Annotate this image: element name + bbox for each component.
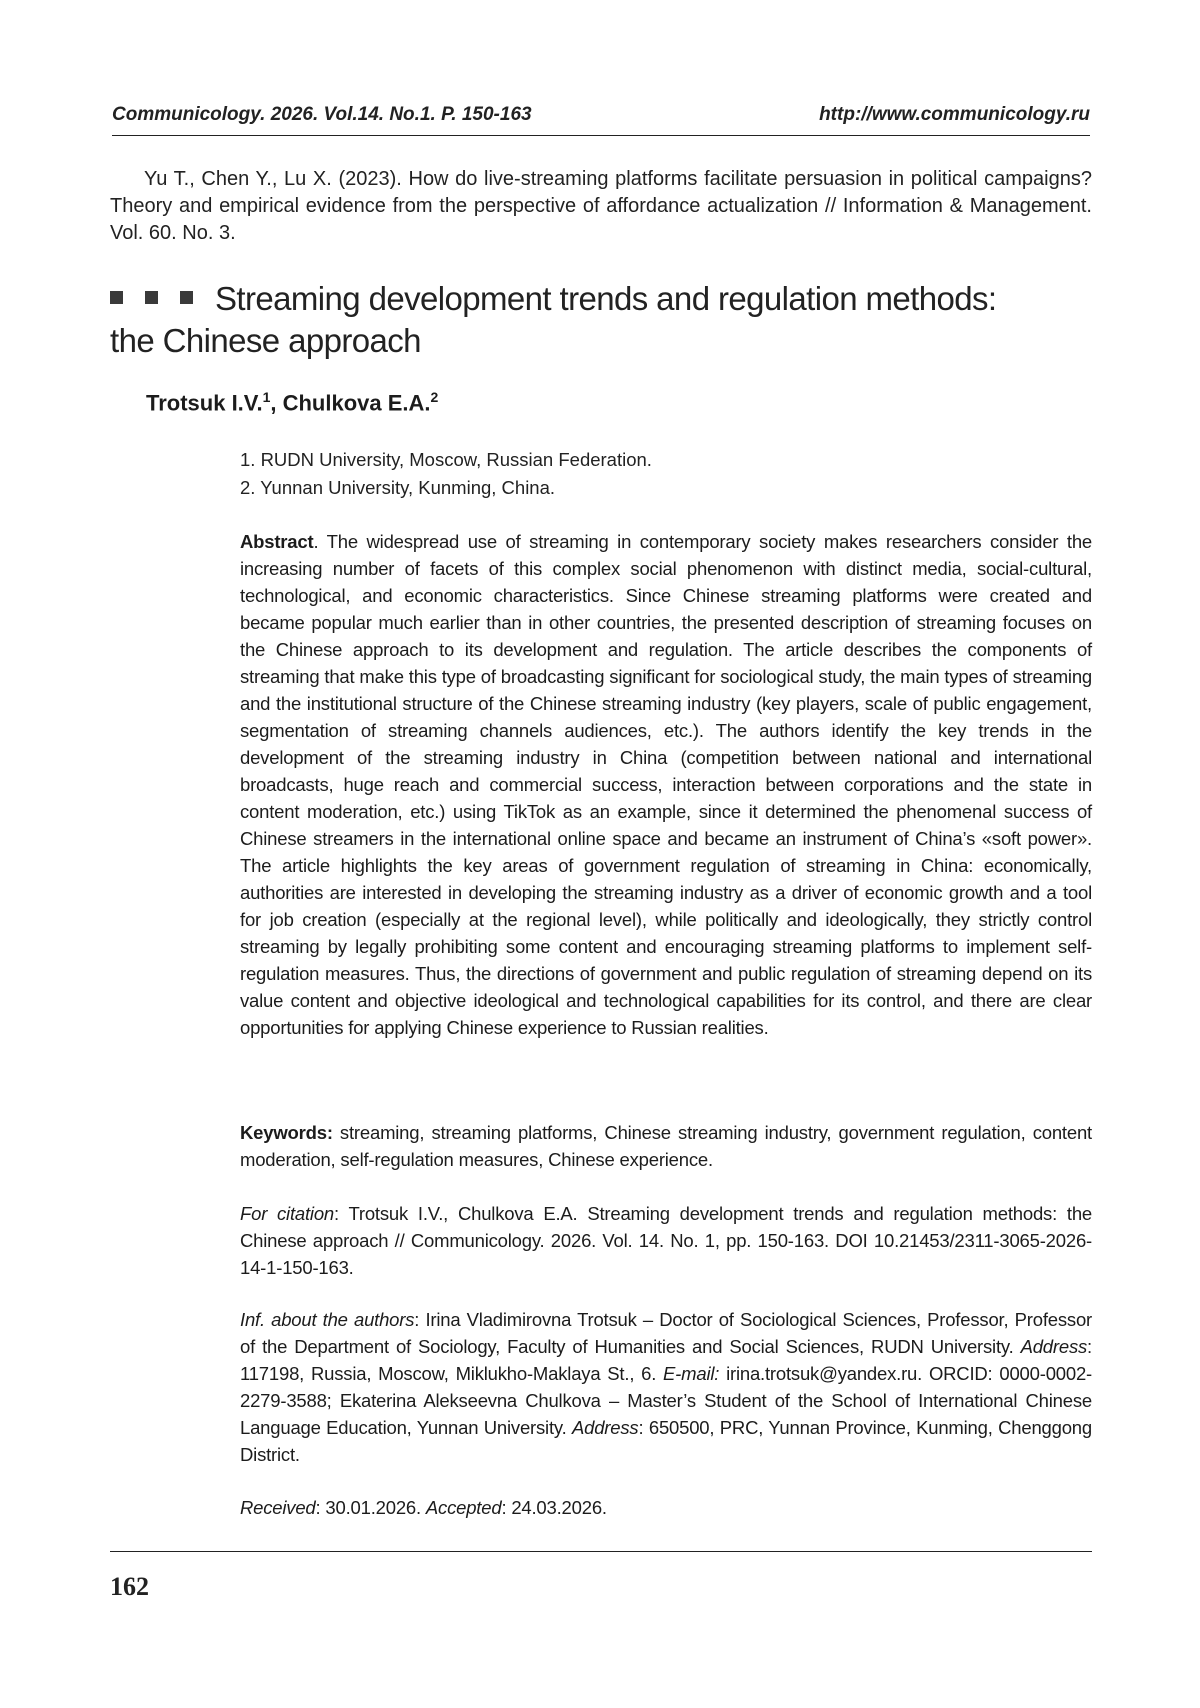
square-bullet-icon — [145, 291, 158, 304]
abstract-text: . The widespread use of streaming in contemporary society makes researchers consider the increasing number of facets of this complex social phenomenon with distinct media, social-cultural, technological, and economic characteristics. Since Chinese streaming platforms were created and became popular much earlier than in other countries, the presented description of streaming focuses on the Chinese approach to its development and regulation. The article describes the components of streaming that make this type of broadcasting significant for sociological study, the main types of streaming and the institutional structure of the Chinese streaming industry (key players, scale of public engagement, segmentation of streaming channels audiences, etc.). The authors identify the key trends in the development of the streaming industry in China (competition between national and international broadcasts, huge reach and commercial success, interaction between corporations and the state in content moderation, etc.) using TikTok as an example, since it determined the phenomenal success of Chinese streamers in the international online space and became an instrument of China’s «soft power». The article highlights the key areas of government regulation of streaming in China: economically, authorities are interested in developing the streaming industry as a driver of economic growth and a tool for job creation (especially at the regional level), while politically and ideologically, they strictly control streaming by legally prohibiting some content and encouraging streaming platforms to implement self-regulation measures. Thus, the directions of government and public regulation of streaming depend on its value content and objective ideological and technological capabilities for its control, and there are clear opportunities for applying Chinese experience to Russian realities. — [240, 531, 1092, 1038]
journal-url-header: http://www.communicology.ru — [819, 104, 1090, 125]
citation — [240, 1200, 1092, 1281]
authors — [146, 389, 438, 416]
running-header — [112, 104, 1090, 126]
address-2-label: Address — [571, 1417, 639, 1438]
footer-rule — [110, 1551, 1092, 1552]
affiliation-2: 2. Yunnan University, Kunming, China. — [240, 477, 556, 498]
dates — [240, 1494, 1092, 1521]
author-info-label: Inf. about the authors — [240, 1309, 415, 1330]
abstract-label: Abstract — [240, 531, 314, 552]
page-number: 162 — [110, 1572, 149, 1601]
affiliations — [240, 446, 1080, 502]
keywords-text: streaming, streaming platforms, Chinese streaming industry, government regulation, content moderation, self-regulation measures, Chinese experience. — [240, 1122, 1092, 1170]
author-separator: , — [270, 390, 283, 416]
journal-citation-header: Communicology. 2026. Vol.14. No.1. P. 150-163 — [112, 104, 532, 125]
author-info-text-1: : Irina Vladimirovna Trotsuk – Doctor of Sociological Sciences, Professor, Professor of the Department of Sociology, Faculty of Humanities and Social Sciences, RUDN University. — [240, 1309, 1092, 1357]
author-info — [240, 1306, 1092, 1468]
received-label: Received — [240, 1497, 316, 1518]
accepted-date: : 24.03.2026. — [501, 1497, 607, 1518]
affiliation-1: 1. RUDN University, Moscow, Russian Federation. — [240, 449, 652, 470]
author-2: Chulkova E.A. — [282, 390, 431, 416]
author-info-text-2: : 117198, Russia, Moscow, Miklukho-Maklaya St., 6. — [240, 1336, 1092, 1384]
accepted-label: Accepted — [425, 1497, 502, 1518]
author-1: Trotsuk I.V. — [146, 390, 263, 416]
abstract — [240, 528, 1092, 1041]
title-line-2: the Chinese approach — [110, 322, 421, 359]
keywords — [240, 1119, 1092, 1173]
square-bullet-icon — [180, 291, 193, 304]
square-bullet-icon — [110, 291, 123, 304]
author-info-text-3: irina.trotsuk@yandex.ru. ORCID: 0000-0002-2279-3588; Ekaterina Alekseevna Chulkova – Master’s Student of the School of International Chinese Language Education, Yunnan University. — [240, 1363, 1093, 1438]
citation-text: : Trotsuk I.V., Chulkova E.A. Streaming development trends and regulation methods: the Chinese approach // Communicology. 2026. Vol. 14. No. 1, pp. 150-163. DOI 10.21453/2311-3065-2026-14-1-150-163. — [240, 1203, 1092, 1278]
address-label: Address — [1020, 1336, 1088, 1357]
author-1-affil: 1 — [262, 389, 271, 405]
author-info-text-4: : 650500, PRC, Yunnan Province, Kunming, Chenggong District. — [240, 1417, 1092, 1465]
header-rule — [112, 135, 1090, 136]
keywords-label: Keywords: — [240, 1122, 333, 1143]
article-title — [110, 278, 1090, 362]
email-label: E-mail: — [663, 1363, 720, 1384]
title-line-1: Streaming development trends and regulation methods: — [215, 280, 997, 317]
reference-entry: Yu T., Chen Y., Lu X. (2023). How do live-streaming platforms facilitate persuasion in political campaigns? Theory and empirical evidence from the perspective of affordance actualization // Information & Management. Vol. 60. No. 3. — [110, 168, 1092, 244]
citation-label: For citation — [240, 1203, 335, 1224]
received-date: : 30.01.2026. — [315, 1497, 426, 1518]
author-2-affil: 2 — [430, 389, 439, 405]
